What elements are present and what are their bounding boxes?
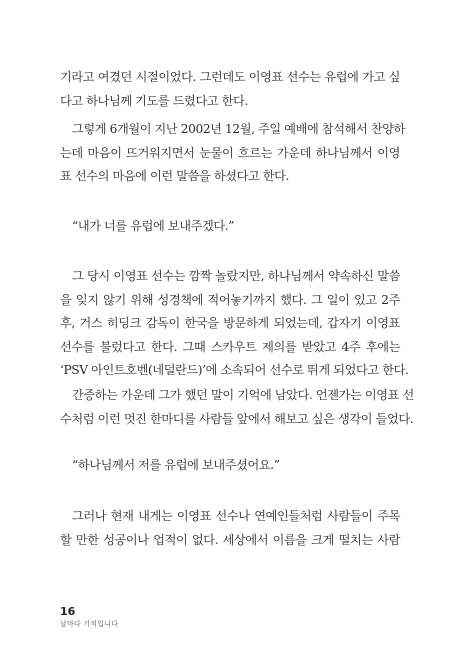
quote-2: [60, 454, 412, 478]
text-line: 수처럼 이런 멋진 한마디를 사람들 앞에서 해보고 싶은 생각이 들었다.: [60, 411, 414, 426]
text-line: 기라고 여겼던 시절이었다. 그런데도 이영표 선수는 유럽에 가고 싶: [60, 70, 400, 84]
text-line: 후, 거스 히딩크 감독이 한국을 방문하게 되었는데, 갑자기 이영표: [60, 316, 400, 330]
text-line: 선수를 불렀다고 한다. 그때 스카우트 제의를 받았고 4주 후에는: [60, 339, 400, 354]
text-line: 그러나 현재 내게는 이영표 선수나 연예인들처럼 사람들이 주목: [72, 509, 400, 523]
text-line: 는데 마음이 뜨거워지면서 눈물이 흐르는 가운데 하나님께서 이영: [60, 145, 400, 160]
text-line: ‘PSV 아인트호벤(네덜란드)’에 소속되어 선수로 뛰게 되었다고 한다.: [60, 363, 409, 377]
text-line: 간증하는 가운데 그가 했던 말이 기억에 남았다. 언젠가는 이영표 선: [72, 388, 414, 402]
text-line: 할 만한 성공이나 업적이 없다. 세상에서 이름을 크게 떨치는 사람: [60, 532, 400, 547]
paragraph-2: [60, 118, 405, 189]
page-number: 16: [60, 605, 76, 618]
quote-text: “내가 너를 유럽에 보내주겠다.”: [72, 219, 235, 233]
paragraph-5: [60, 505, 400, 552]
paragraph-4: [60, 384, 414, 431]
text-line: 을 잊지 않기 위해 성경책에 적어놓기까지 했다. 그 일이 있고 2주: [60, 292, 400, 307]
text-line: 그렇게 6개월이 지난 2002년 12월, 주일 예배에 참석해서 찬양하: [72, 122, 405, 136]
text-line: 표 선수의 마음에 이런 말씀을 하셨다고 한다.: [60, 169, 290, 183]
quote-text: “하나님께서 저를 유럽에 보내주셨어요.”: [72, 458, 280, 472]
text-line: 다고 하나님께 기도를 드렸다고 한다.: [60, 93, 248, 108]
running-title: 날마다 기적입니다: [60, 620, 119, 628]
text-line: 그 당시 이영표 선수는 깜짝 놀랐지만, 하나님께서 약속하신 말씀: [72, 269, 400, 283]
page-footer: [60, 605, 118, 629]
quote-1: [60, 215, 412, 239]
paragraph-1: [60, 66, 400, 113]
paragraph-3: [60, 265, 409, 383]
